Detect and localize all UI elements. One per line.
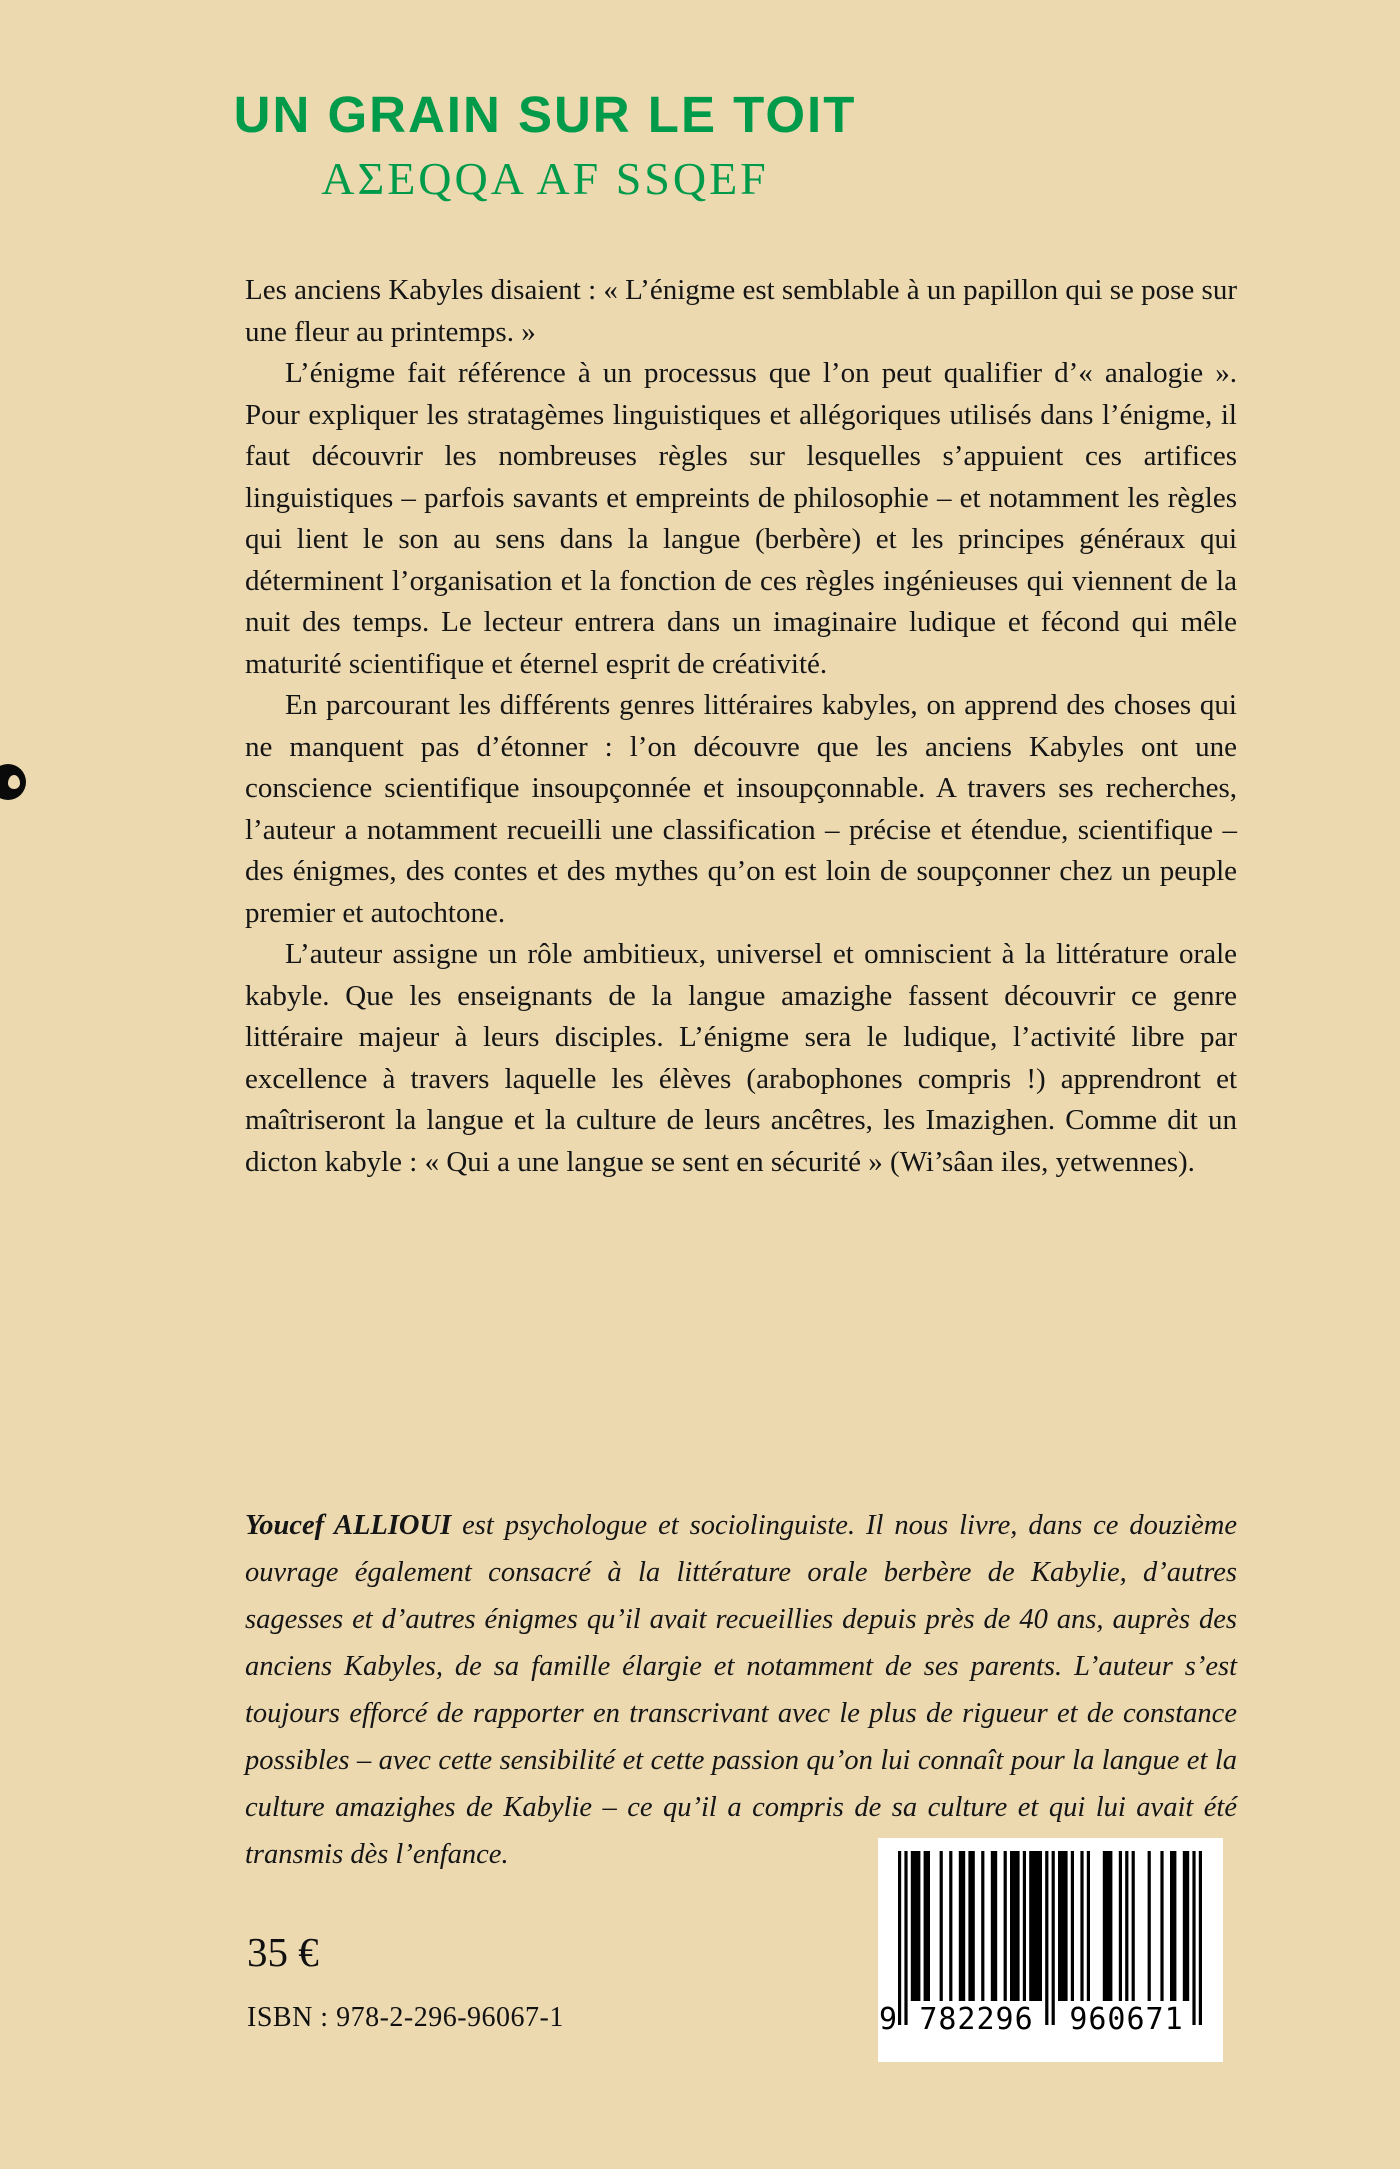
barcode-digit-prefix: 9 — [878, 2002, 898, 2037]
price: 35 € — [247, 1929, 319, 1975]
body-paragraph: En parcourant les différents genres littéraires kabyles, on apprend des choses qui ne manquent pas d’étonner : l’on découvre que les anciens Kabyles ont une conscience scientifique insoupçonnée et insoupçonnable. A travers ses recherches, l’auteur a notamment recueilli une classification – précise et étendue, scientifique – des énigmes, des contes et des mythes qu’on est loin de soupçonner chez un peuple premier et autochtone. — [245, 689, 1237, 929]
edge-print-mark-icon — [0, 764, 26, 800]
book-subtitle-berber: AΣEQQA AF SSQEF — [321, 152, 769, 204]
body-text — [245, 270, 1237, 1183]
author-bio-text: est psychologue et sociolinguiste. Il nous livre, dans ce douzième ouvrage également consacré à la littérature orale berbère de Kabylie, d’autres sagesses et d’autres énigmes qu’il avait recueillies depuis près de 40 ans, auprès des anciens Kabyles, de sa famille élargie et notamment de ses parents. L’auteur s’est toujours efforcé de rapporter en transcrivant avec le plus de rigueur et de constance possibles – avec cette sensibilité et cette passion qu’on lui connaît pour la langue et la culture amazighes de Kabylie – ce qu’il a compris de sa culture et qui lui avait été transmis dès l’enfance. — [245, 1510, 1237, 1870]
title-block — [0, 88, 1090, 205]
body-paragraph: L’énigme fait référence à un processus que l’on peut qualifier d’« analogie ». Pour expliquer les stratagèmes linguistiques et allégoriques utilisés dans l’énigme, il faut découvrir les nombreuses règles sur lesquelles s’appuient ces artifices linguistiques – parfois savants et empreints de philosophie – et notamment les règles qui lient le son au sens dans la langue (berbère) et les principes généraux qui déterminent l’organisation et la fonction de ces règles ingénieuses qui viennent de la nuit des temps. Le lecteur entrera dans un imaginaire ludique et fécond qui mêle maturité scientifique et éternel esprit de créativité. — [245, 357, 1237, 680]
barcode-digits-left: 782296 — [919, 2002, 1034, 2037]
book-title: UN GRAIN SUR LE TOIT — [233, 86, 857, 143]
body-paragraph: Les anciens Kabyles disaient : « L’énigme est semblable à un papillon qui se pose sur une fleur au printemps. » — [245, 274, 1237, 348]
barcode-digits-right: 960671 — [1069, 2002, 1184, 2037]
author-bio — [245, 1502, 1237, 1878]
isbn-text: ISBN : 978-2-296-96067-1 — [247, 2002, 564, 2033]
barcode — [878, 1838, 1223, 2062]
author-name: Youcef ALLIOUI — [245, 1510, 452, 1541]
body-paragraph: L’auteur assigne un rôle ambitieux, universel et omniscient à la littérature orale kabyle. Que les enseignants de la langue amazighe fassent découvrir ce genre littéraire majeur à leurs disciples. L’énigme sera le ludique, l’activité libre par excellence à travers laquelle les élèves (arabophones compris !) apprendront et maîtriseront la langue et la culture de leurs ancêtres, les Imazighen. Comme dit un dicton kabyle : « Qui a une langue se sent en sécurité » (Wi’sâan iles, yetwennes). — [245, 938, 1237, 1178]
